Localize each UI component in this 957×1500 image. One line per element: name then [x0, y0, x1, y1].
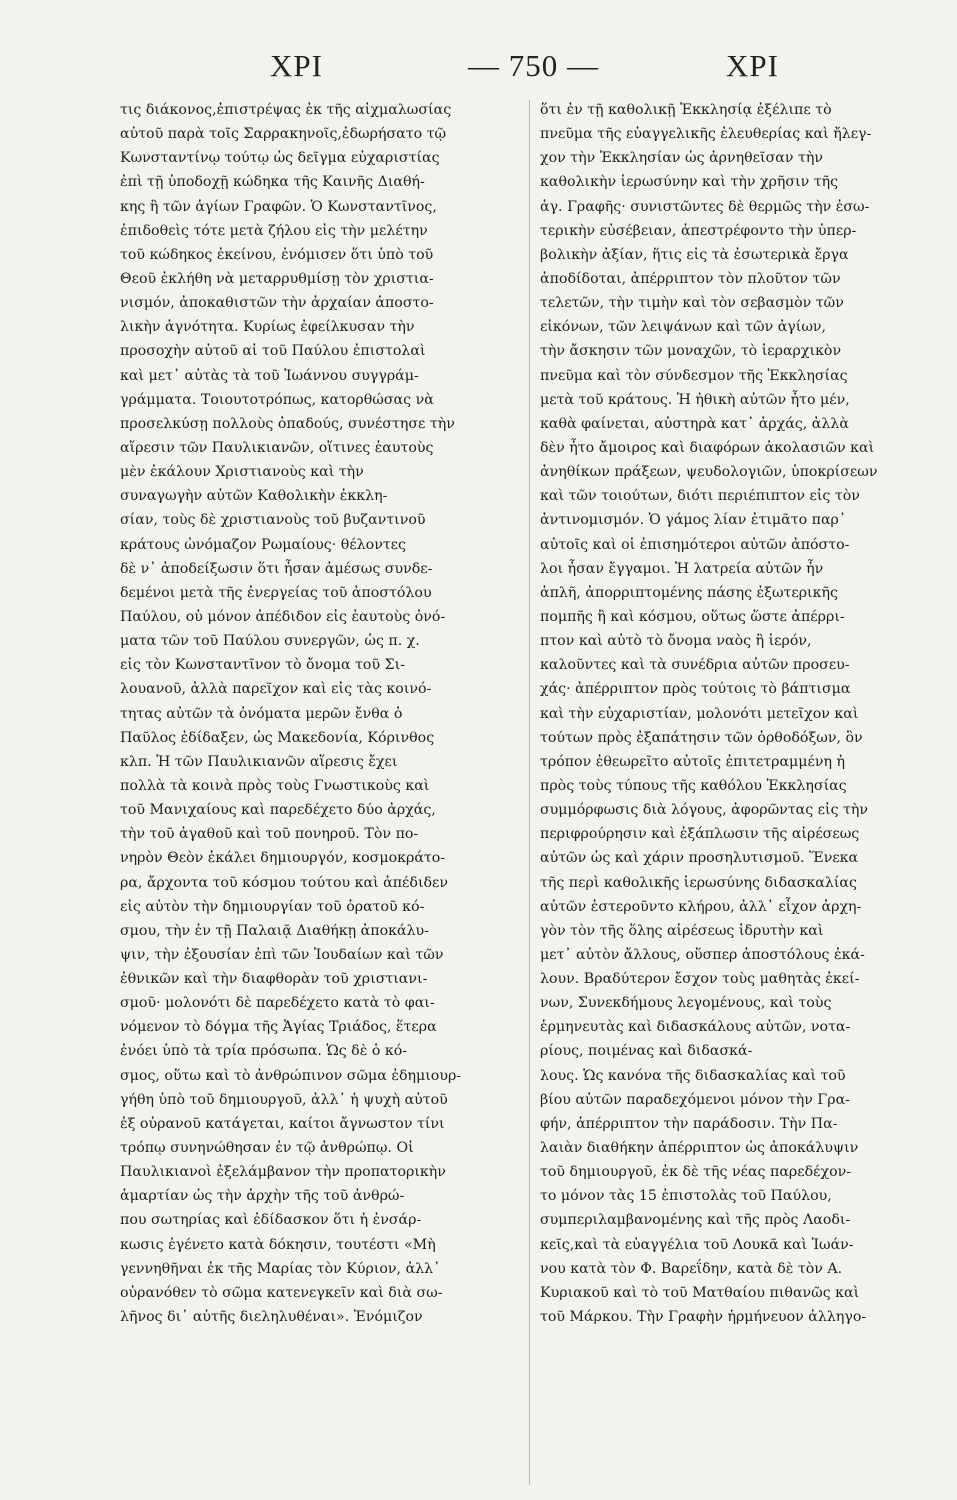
text-line: ρίους, ποιμένας καὶ διδασκά- [540, 1043, 753, 1060]
text-line: Παύλου, οὐ μόνον ἀπέδιδον εἰς ἑαυτοὺς ὀνό- [120, 608, 446, 625]
text-line: τελετῶν, τὴν τιμὴν καὶ τὸν σεβασμὸν τῶν [540, 295, 844, 312]
text-line: κεῖς,καὶ τὰ εὐαγγέλια τοῦ Λουκᾶ καὶ Ἰωάν- [540, 1236, 854, 1253]
text-line: ἐθνικῶν καὶ τὴν διαφθορὰν τοῦ χριστιανι- [120, 971, 428, 988]
text-line: ἑρμηνευτὰς καὶ διδασκάλους αὐτῶν, νοτα- [540, 1019, 851, 1036]
text-line: ἀνηθίκων πράξεων, ψευδολογιῶν, ὑποκρίσεων [540, 464, 878, 481]
text-line: Παῦλος ἐδίδαξεν, ὡς Μακεδονία, Κόρινθος [120, 729, 435, 746]
text-line: καὶ μετ᾽ αὐτὰς τὰ τοῦ Ἰωάννου συγγράμ- [120, 367, 419, 384]
text-line: γὸν τὸν τῆς ὅλης αἱρέσεως ἱδρυτὴν καὶ [540, 922, 824, 939]
text-line: τερικὴν εὐσέβειαν, ἀπεστρέφοντο τὴν ὑπερ- [540, 222, 857, 239]
running-head-left: ΧΡΙ [270, 48, 323, 83]
left-column [120, 98, 512, 1329]
text-line: νων, Συνεκδήμους λεγομένους, καὶ τοὺς [540, 995, 832, 1012]
text-line: τις διάκονος,ἐπιστρέψας ἐκ τῆς αἰχμαλωσίας [120, 102, 452, 118]
text-line: μετὰ τοῦ κράτους. Ἡ ἠθικὴ αὐτῶν ἦτο μέν, [540, 391, 850, 408]
text-line: γράμματα. Τοιουτοτρόπως, κατορθώσας νὰ [120, 391, 434, 408]
text-line: τῆς περὶ καθολικῆς ἱερωσύνης διδασκαλίας [540, 874, 857, 891]
text-line: λουανοῦ, ἀλλὰ παρεῖχον καὶ εἰς τὰς κοινό- [120, 681, 432, 698]
text-line: δὲ ν᾽ ἀποδείξωσιν ὅτι ἦσαν ἀμέσως συνδε- [120, 560, 433, 577]
text-line: Θεοῦ ἐκλήθη νὰ μεταρρυθμίσῃ τὸν χριστια- [120, 270, 434, 287]
text-line: ἐξ οὐρανοῦ κατάγεται, καίτοι ἄγνωστον τίνι [120, 1115, 445, 1132]
text-line: κωσις ἐγένετο κατὰ δόκησιν, τουτέστι «Μὴ [120, 1236, 436, 1253]
text-line: συμμόρφωσις διὰ λόγους, ἀφορῶντας εἰς τὴν [540, 802, 868, 819]
text-line: βίου αὐτῶν παραδεχόμενοι μόνον τὴν Γρα- [540, 1091, 850, 1108]
text-line: ἐνόει ὑπὸ τὰ τρία πρόσωπα. Ὡς δὲ ὁ κό- [120, 1043, 408, 1060]
text-line: το μόνον τὰς 15 ἐπιστολὰς τοῦ Παύλου, [540, 1188, 832, 1205]
text-line: πρὸς τοὺς τύπους τῆς καθόλου Ἐκκλησίας [540, 777, 847, 794]
text-line: δεμένοι μετὰ τῆς ἐνεργείας τοῦ ἀποστόλου [120, 584, 432, 601]
text-line: βολικὴν ἀξίαν, ἥτις εἰς τὰ ἐσωτερικὰ ἔργα [540, 246, 849, 263]
text-line: τοῦ κώδηκος ἐκείνου, ἐνόμισεν ὅτι ὑπὸ τοῦ [120, 246, 434, 263]
text-line: κράτους ὠνόμαζον Ρωμαίους· θέλοντες [120, 536, 406, 553]
text-line: αὐτοῖς καὶ οἱ ἐπισημότεροι αὐτῶν ἀπόστο- [540, 536, 850, 553]
text-line: ματα τῶν τοῦ Παύλου συνεργῶν, ὡς π. χ. [120, 633, 420, 650]
text-line: καθὰ φαίνεται, αὐστηρὰ κατ᾽ ἀρχάς, ἀλλὰ [540, 415, 849, 432]
text-line: τρόπῳ συνηνώθησαν ἐν τῷ ἀνθρώπῳ. Οἱ [120, 1140, 414, 1157]
text-line: ψιν, τὴν ἐξουσίαν ἐπὶ τῶν Ἰουδαίων καὶ τῶν [120, 946, 444, 963]
text-line: νηρὸν Θεὸν ἐκάλει δημιουργόν, κοσμοκράτο- [120, 850, 446, 867]
text-line: καὶ τῶν τοιούτων, διότι περιέπιπτον εἰς τὸν [540, 488, 860, 505]
text-line: τοῦ δημιουργοῦ, ἐκ δὲ τῆς νέας παρεδέχον- [540, 1164, 852, 1181]
text-line: τούτων πρὸς ἐξαπάτησιν τῶν ὀρθοδόξων, ὃν [540, 729, 863, 746]
text-line: γεννηθῆναι ἐκ τῆς Μαρίας τὸν Κύριον, ἀλλ᾽ [120, 1260, 441, 1277]
text-line: συμπεριλαμβανομένης καὶ τῆς πρὸς Λαοδι- [540, 1212, 851, 1229]
text-line: περιφρούρησιν καὶ ἐξάπλωσιν τῆς αἱρέσεως [540, 826, 860, 843]
text-line: κης ἢ τῶν ἁγίων Γραφῶν. Ὁ Κωνσταντῖνος, [120, 198, 437, 215]
text-line: προσοχὴν αὐτοῦ αἱ τοῦ Παύλου ἐπιστολαὶ [120, 343, 426, 360]
text-line: αἵρεσιν τῶν Παυλικιανῶν, οἵτινες ἑαυτοὺς [120, 439, 434, 456]
text-line: ἀποδίδοται, ἀπέρριπτον τὸν πλοῦτον τῶν [540, 270, 841, 287]
text-line: πνεῦμα τῆς εὐαγγελικῆς ἐλευθερίας καὶ ἤλεγ- [540, 126, 872, 143]
text-line: ὅτι ἐν τῇ καθολικῇ Ἐκκλησίᾳ ἐξέλιπε τὸ [540, 102, 832, 118]
text-line: τοῦ Μάρκου. Τὴν Γραφὴν ἡρμήνευον ἀλληγο- [540, 1309, 867, 1326]
text-line: ἁγ. Γραφῆς· συνιστῶντες δὲ θερμῶς τὴν ἐσω- [540, 198, 870, 215]
text-line: ἐπιδοθεὶς τότε μετὰ ζήλου εἰς τὴν μελέτην [120, 222, 428, 239]
text-line: προσελκύσῃ πολλοὺς ὀπαδούς, συνέστησε τὴν [120, 415, 455, 432]
text-line: τρόπον ἐθεωρεῖτο αὐτοῖς ἐπιτετραμμένη ἡ [540, 753, 845, 770]
page-header [0, 48, 957, 88]
text-line: τὴν τοῦ ἀγαθοῦ καὶ τοῦ πονηροῦ. Τὸν πο- [120, 826, 419, 843]
text-line: που σωτηρίας καὶ ἐδίδασκον ὅτι ἡ ἐνσάρ- [120, 1212, 422, 1229]
text-line: ἁμαρτίαν ὡς τὴν ἀρχὴν τῆς τοῦ ἀνθρώ- [120, 1188, 405, 1205]
text-line: χάς· ἀπέρριπτον πρὸς τούτοις τὸ βάπτισμα [540, 681, 851, 698]
text-line: ἁπλῆ, ἀπορριπτομένης πάσης ἐξωτερικῆς [540, 584, 838, 601]
text-line: πομπῆς ἢ καὶ κόσμου, οὕτως ὥστε ἀπέρρι- [540, 608, 845, 625]
text-line: αὐτῶν ὡς καὶ χάριν προσηλυτισμοῦ. Ἕνεκα [540, 850, 859, 867]
text-line: ἀντινομισμόν. Ὁ γάμος λίαν ἐτιμᾶτο παρ᾽ [540, 512, 846, 529]
text-line: καλοῦντες καὶ τὰ συνέδρια αὐτῶν προσευ- [540, 657, 850, 674]
text-line: μετ᾽ αὐτὸν ἄλλους, οὕσπερ ἀποστόλους ἐκά- [540, 946, 865, 963]
text-line: τητας αὐτῶν τὰ ὀνόματα μερῶν ἔνθα ὁ [120, 705, 403, 722]
text-line: γήθη ὑπὸ τοῦ δημιουργοῦ, ἀλλ᾽ ἡ ψυχὴ αὐτοῦ [120, 1091, 448, 1108]
text-line: τοῦ Μανιχαίους καὶ παρεδέχετο δύο ἀρχάς, [120, 802, 436, 819]
text-line: λικὴν ἁγνότητα. Κυρίως ἐφείλκυσαν τὴν [120, 319, 415, 336]
text-line: πνεῦμα καὶ τὸν σύνδεσμον τῆς Ἐκκλησίας [540, 367, 848, 384]
text-line: πολλὰ τὰ κοινὰ πρὸς τοὺς Γνωστικοὺς καὶ [120, 777, 430, 794]
page-number: — 750 — [468, 48, 599, 83]
text-line: τὴν ἄσκησιν τῶν μοναχῶν, τὸ ἱεραρχικὸν [540, 343, 842, 360]
text-line: σίαν, τοὺς δὲ χριστιανοὺς τοῦ βυζαντινοῦ [120, 512, 426, 529]
text-line: Κωνσταντίνῳ τούτῳ ὡς δεῖγμα εὐχαριστίας [120, 150, 440, 167]
text-line: εἰς τὸν Κωνσταντῖνον τὸ ὄνομα τοῦ Σι- [120, 657, 405, 674]
text-line: εἰκόνων, τῶν λειψάνων καὶ τῶν ἁγίων, [540, 319, 827, 336]
text-line: κλπ. Ἡ τῶν Παυλικιανῶν αἵρεσις ἔχει [120, 753, 398, 770]
text-line: συναγωγὴν αὐτῶν Καθολικὴν ἐκκλη- [120, 488, 388, 505]
text-line: λῆνος δι᾽ αὐτῆς διεληλυθέναι». Ἐνόμιζον [120, 1309, 423, 1326]
text-line: σμου, τὴν ἐν τῇ Παλαιᾷ Διαθήκῃ ἀποκάλυ- [120, 922, 429, 939]
text-line: νόμενον τὸ δόγμα τῆς Ἁγίας Τριάδος, ἕτερα [120, 1019, 437, 1036]
text-line: Κυριακοῦ καὶ τὸ τοῦ Ματθαίου πιθανῶς καὶ [540, 1284, 860, 1301]
text-line: λουν. Βραδύτερον ἔσχον τοὺς μαθητὰς ἐκεί- [540, 971, 860, 988]
text-line: αὐτῶν ἐστεροῦντο κλήρου, ἀλλ᾽ εἶχον ἀρχη- [540, 898, 862, 915]
text-line: εἰς αὐτὸν τὴν δημιουργίαν τοῦ ὁρατοῦ κό- [120, 898, 425, 915]
text-line: αὐτοῦ παρὰ τοῖς Σαρρακηνοῖς,ἐδωρήσατο τῷ [120, 126, 447, 143]
running-head-right: ΧΡΙ [726, 48, 779, 83]
text-line: Παυλικιανοὶ ἐξελάμβανον τὴν προπατορικὴν [120, 1164, 446, 1181]
text-line: φήν, ἀπέρριπτον τὴν παράδοσιν. Τὴν Πα- [540, 1115, 838, 1132]
text-line: καὶ τὴν εὐχαριστίαν, μολονότι μετεῖχον καὶ [540, 705, 859, 722]
text-line: λους. Ὡς κανόνα τῆς διδασκαλίας καὶ τοῦ [540, 1067, 846, 1084]
text-line: ρα, ἄρχοντα τοῦ κόσμου τούτου καὶ ἀπέδιδεν [120, 874, 449, 891]
text-line: χον τὴν Ἐκκλησίαν ὡς ἀρνηθεῖσαν τὴν [540, 150, 823, 167]
right-column [540, 98, 936, 1329]
text-line: δὲν ἦτο ἄμοιρος καὶ διαφόρων ἀκολασιῶν καὶ [540, 439, 875, 456]
text-line: λοι ἦσαν ἔγγαμοι. Ἡ λατρεία αὐτῶν ἦν [540, 560, 824, 577]
column-divider [529, 100, 530, 1485]
text-line: μὲν ἐκάλουν Χριστιανοὺς καὶ τὴν [120, 464, 364, 481]
text-line: λαιὰν διαθήκην ἀπέρριπτον ὡς ἀποκάλυψιν [540, 1140, 859, 1157]
text-line: πτον καὶ αὐτὸ τὸ ὄνομα ναὸς ἢ ἱερόν, [540, 633, 812, 650]
text-line: ἐπὶ τῇ ὑποδοχῇ κώδηκα τῆς Καινῆς Διαθή- [120, 174, 425, 191]
text-line: νισμόν, ἀποκαθιστῶν τὴν ἀρχαίαν ἀποστο- [120, 295, 434, 312]
text-line: σμος, οὕτω καὶ τὸ ἀνθρώπινον σῶμα ἐδημιουρ- [120, 1067, 462, 1084]
text-line: σμοῦ· μολονότι δὲ παρεδέχετο κατὰ τὸ φαι- [120, 995, 435, 1012]
text-line: νου κατὰ τὸν Φ. Βαρεΐδην, κατὰ δὲ τὸν Α. [540, 1260, 843, 1277]
text-line: καθολικὴν ἱερωσύνην καὶ τὴν χρῆσιν τῆς [540, 174, 839, 191]
text-line: οὐρανόθεν τὸ σῶμα κατενεγκεῖν καὶ διὰ σω- [120, 1284, 443, 1301]
